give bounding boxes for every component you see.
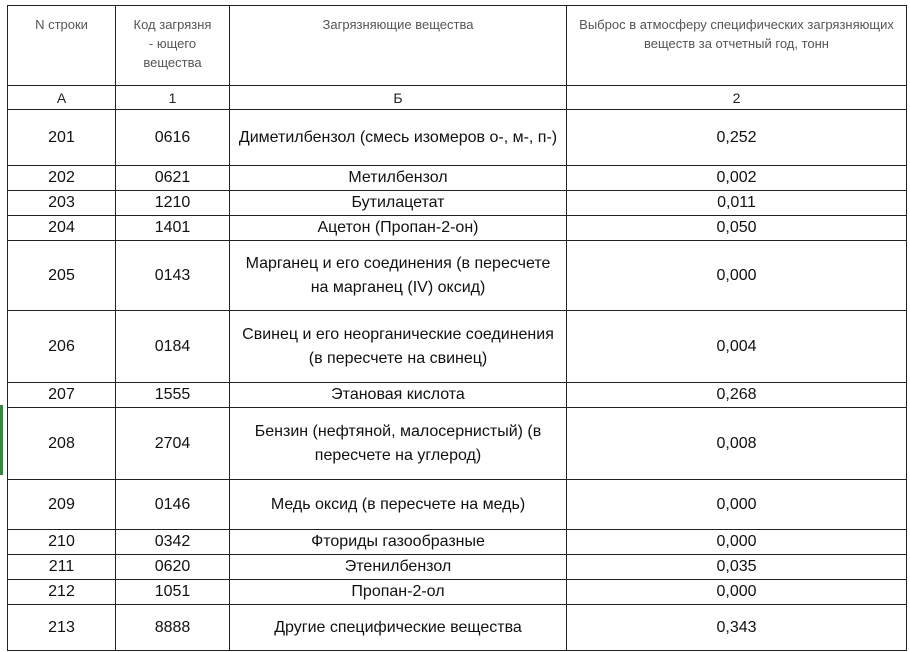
table-row <box>8 605 907 651</box>
cell-selection-marker <box>0 405 3 475</box>
cell-substance[interactable]: Фториды газообразные <box>230 530 567 555</box>
cell-substance[interactable]: Другие специфические вещества <box>230 605 567 651</box>
table-row <box>8 480 907 530</box>
cell-emission[interactable]: 0,268 <box>567 383 907 408</box>
cell-line-no[interactable]: 202 <box>8 166 116 191</box>
table-row <box>8 191 907 216</box>
cell-substance[interactable]: Этановая кислота <box>230 383 567 408</box>
cell-substance[interactable]: Бензин (нефтяной, малосернистый) (в пересчете на углерод) <box>230 408 567 480</box>
cell-code[interactable]: 1401 <box>116 216 230 241</box>
emissions-table <box>7 5 907 651</box>
cell-substance[interactable]: Ацетон (Пропан-2-он) <box>230 216 567 241</box>
header-line-no[interactable]: N строки <box>8 6 116 86</box>
table-row <box>8 311 907 383</box>
table-row <box>8 580 907 605</box>
table-row <box>8 408 907 480</box>
cell-line-no[interactable]: 205 <box>8 241 116 311</box>
header-emission[interactable]: Выброс в атмосферу специфических загрязняющих веществ за отчетный год, тонн <box>567 6 907 86</box>
table-row <box>8 555 907 580</box>
cell-line-no[interactable]: 207 <box>8 383 116 408</box>
cell-substance[interactable]: Марганец и его соединения (в пересчете на марганец (IV) оксид) <box>230 241 567 311</box>
letter-line-no[interactable]: А <box>8 86 116 110</box>
cell-line-no[interactable]: 204 <box>8 216 116 241</box>
cell-substance[interactable]: Этенилбензол <box>230 555 567 580</box>
cell-line-no[interactable]: 212 <box>8 580 116 605</box>
table-row <box>8 216 907 241</box>
table-row <box>8 241 907 311</box>
table-row <box>8 530 907 555</box>
cell-code[interactable]: 0143 <box>116 241 230 311</box>
cell-substance[interactable]: Свинец и его неорганические соединения (в пересчете на свинец) <box>230 311 567 383</box>
cell-code[interactable]: 1210 <box>116 191 230 216</box>
cell-code[interactable]: 1555 <box>116 383 230 408</box>
cell-emission[interactable]: 0,000 <box>567 580 907 605</box>
cell-substance[interactable]: Медь оксид (в пересчете на медь) <box>230 480 567 530</box>
cell-line-no[interactable]: 201 <box>8 110 116 166</box>
cell-line-no[interactable]: 208 <box>8 408 116 480</box>
cell-substance[interactable]: Метилбензол <box>230 166 567 191</box>
cell-code[interactable]: 1051 <box>116 580 230 605</box>
cell-emission[interactable]: 0,004 <box>567 311 907 383</box>
cell-line-no[interactable]: 203 <box>8 191 116 216</box>
cell-emission[interactable]: 0,252 <box>567 110 907 166</box>
cell-line-no[interactable]: 213 <box>8 605 116 651</box>
cell-line-no[interactable]: 211 <box>8 555 116 580</box>
cell-line-no[interactable]: 209 <box>8 480 116 530</box>
cell-substance[interactable]: Бутилацетат <box>230 191 567 216</box>
cell-code[interactable]: 0342 <box>116 530 230 555</box>
cell-emission[interactable]: 0,000 <box>567 530 907 555</box>
column-letter-row <box>8 86 907 110</box>
cell-line-no[interactable]: 210 <box>8 530 116 555</box>
header-row <box>8 6 907 86</box>
cell-code[interactable]: 0620 <box>116 555 230 580</box>
cell-emission[interactable]: 0,035 <box>567 555 907 580</box>
cell-emission[interactable]: 0,343 <box>567 605 907 651</box>
cell-code[interactable]: 8888 <box>116 605 230 651</box>
header-substance[interactable]: Загрязняющие вещества <box>230 6 567 86</box>
cell-emission[interactable]: 0,000 <box>567 480 907 530</box>
cell-code[interactable]: 0616 <box>116 110 230 166</box>
letter-emission[interactable]: 2 <box>567 86 907 110</box>
table-row <box>8 383 907 408</box>
letter-code[interactable]: 1 <box>116 86 230 110</box>
table-row <box>8 166 907 191</box>
cell-line-no[interactable]: 206 <box>8 311 116 383</box>
cell-emission[interactable]: 0,011 <box>567 191 907 216</box>
header-code[interactable]: Код загрязня - ющего вещества <box>116 6 230 86</box>
cell-substance[interactable]: Диметилбензол (смесь изомеров о-, м-, п-) <box>230 110 567 166</box>
cell-emission[interactable]: 0,000 <box>567 241 907 311</box>
cell-substance[interactable]: Пропан-2-ол <box>230 580 567 605</box>
cell-emission[interactable]: 0,002 <box>567 166 907 191</box>
cell-code[interactable]: 2704 <box>116 408 230 480</box>
cell-code[interactable]: 0621 <box>116 166 230 191</box>
cell-emission[interactable]: 0,008 <box>567 408 907 480</box>
cell-emission[interactable]: 0,050 <box>567 216 907 241</box>
letter-substance[interactable]: Б <box>230 86 567 110</box>
cell-code[interactable]: 0146 <box>116 480 230 530</box>
cell-code[interactable]: 0184 <box>116 311 230 383</box>
table-row <box>8 110 907 166</box>
